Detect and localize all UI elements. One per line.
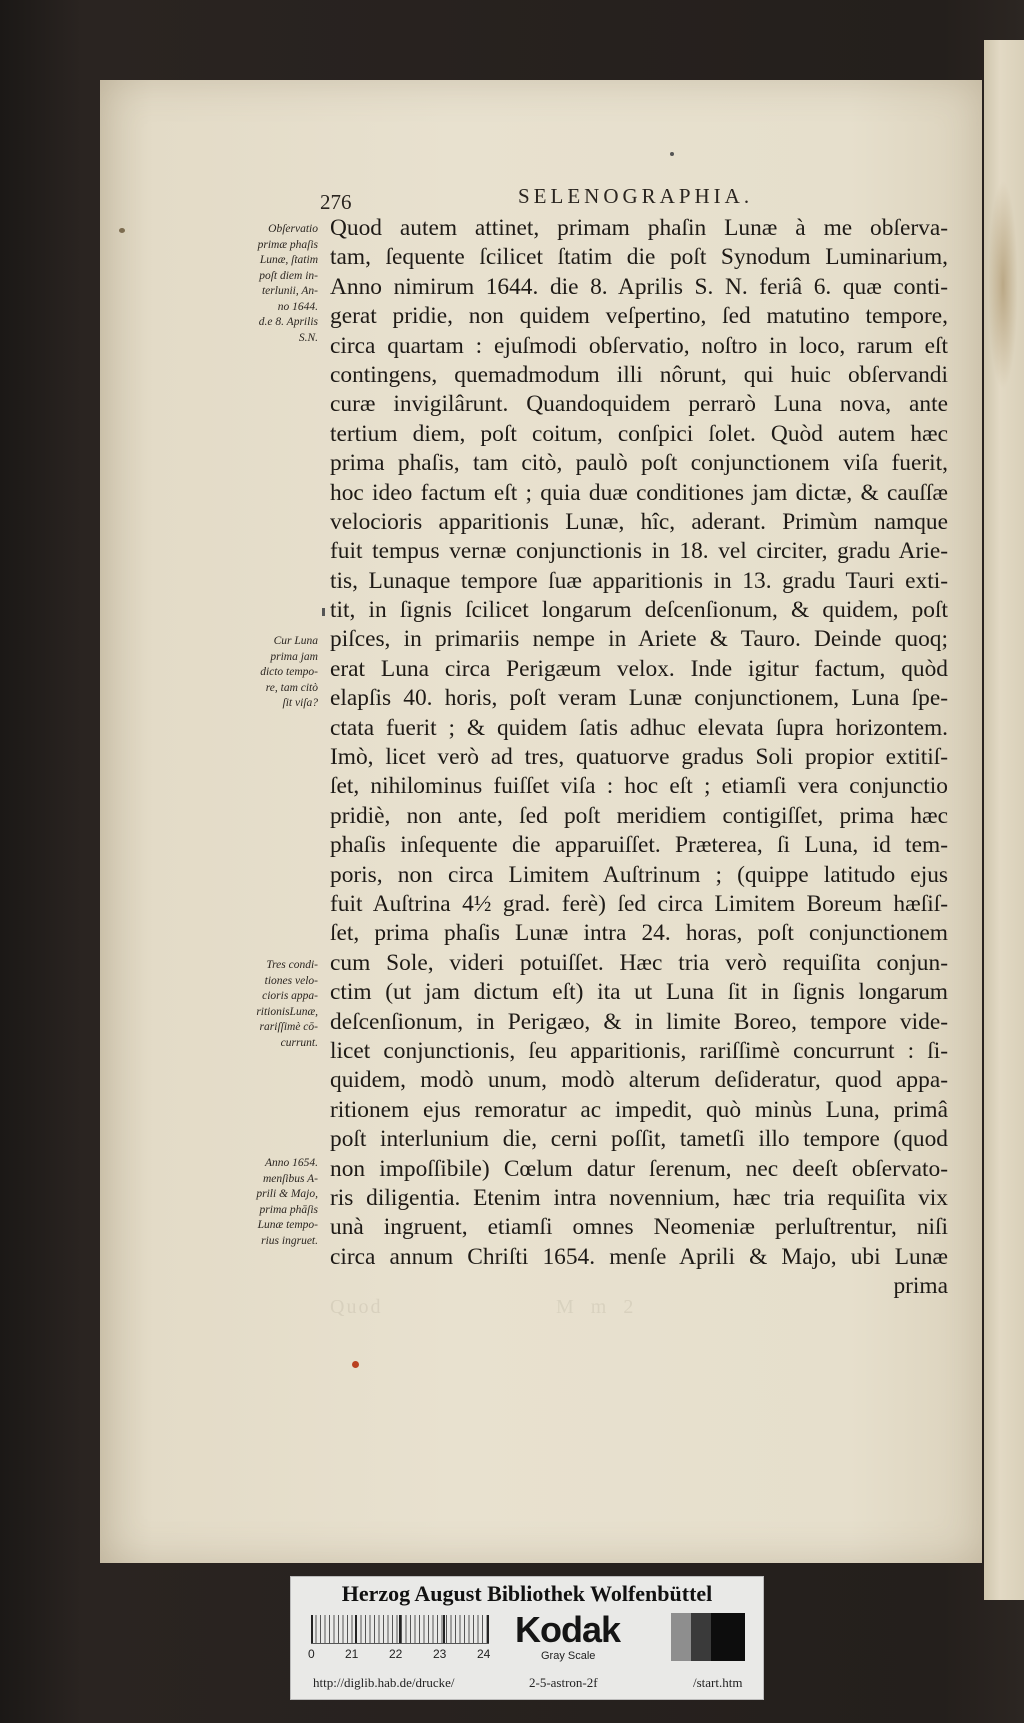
margin-note <box>222 222 318 346</box>
library-name: Herzog August Bibliothek Wolfenbüttel <box>341 1581 713 1606</box>
text-line: ris diligentia. Etenim intra novennium, hæc tria requiſita vix <box>330 1184 948 1211</box>
text-line: velocioris apparitionis Lunæ, hîc, aderant. Primùm namque <box>330 508 948 535</box>
kodak-logo: Kodak <box>515 1609 621 1650</box>
text-line: unà ingruent, etiamſi omnes Neomeniæ perluſtrentur, niſi <box>330 1214 948 1241</box>
text-line: tis, Lunaque tempore ſuæ apparitionis in 13. gradu Tauri exti- <box>330 567 948 594</box>
shelfmark: 2-5-astron-2f <box>529 1675 598 1690</box>
text-line: elapſis 40. horis, poſt veram Lunæ conjunctionem, Luna ſpe- <box>330 685 948 712</box>
margin-note-line: poſt diem in- <box>259 269 318 282</box>
text-line: curæ invigilârunt. Quandoquidem perrarò Luna nova, ante <box>330 391 948 418</box>
text-line: poſt interlunium die, cerni poſſit, tametſi illo tempore (quod <box>330 1126 948 1153</box>
text-line: hoc ideo factum eſt ; quia duæ conditiones jam dictæ, & cauſſæ <box>330 479 948 506</box>
page-stain <box>988 180 1018 390</box>
ink-speck <box>670 152 674 156</box>
show-through-text: Quod <box>330 1296 383 1318</box>
margin-note-line: rariſſimè cō- <box>259 1021 318 1033</box>
margin-note-line: prima phāſis <box>259 1203 318 1216</box>
text-line: phaſis inſequente die apparuiſſet. Præterea, ſi Luna, id tem- <box>330 832 948 859</box>
text-line: Quod autem attinet, primam phaſin Lunæ à me obſerva- <box>330 215 948 241</box>
text-line: cum Sole, videri potuiſſet. Hæc tria verò requiſita conjun- <box>330 949 948 976</box>
text-line: ctim (ut jam dictum eſt) ita ut Luna ſit in ſignis longarum <box>330 979 948 1006</box>
text-line: circa annum Chriſti 1654. menſe Aprili & Majo, ubi Lunæ <box>330 1243 948 1270</box>
margin-note-line: primæ phaſis <box>257 238 318 251</box>
ruler-number: 22 <box>389 1647 403 1661</box>
margin-note-line: currunt. <box>280 1036 318 1049</box>
margin-note <box>222 958 318 1051</box>
ink-speck <box>322 608 325 616</box>
show-through-signature: M m 2 <box>556 1296 640 1318</box>
catchword: prima <box>893 1273 948 1300</box>
gray-swatch <box>671 1613 691 1661</box>
text-line: erat Luna circa Perigæum velox. Inde igitur factum, quòd <box>330 655 948 682</box>
text-line: prima phaſis, tam citò, paulò poſt conjunctionem viſa fuerit, <box>330 450 948 477</box>
page-number: 276 <box>320 190 352 214</box>
text-line: tit, in ſignis ſcilicet longarum deſcenſionum, & quidem, poſt <box>330 597 948 624</box>
running-title: SELENOGRAPHIA. <box>518 184 754 208</box>
margin-note-line: Cur Luna <box>273 635 318 647</box>
ink-speck <box>119 228 125 233</box>
ruler-tick <box>311 1615 313 1643</box>
archive-color-strip <box>290 1576 764 1700</box>
text-line: ſet, prima phaſis Lunæ intra 24. horas, poſt conjunctionem <box>330 920 948 947</box>
gray-swatch <box>711 1613 745 1661</box>
margin-note-line: Obſervatio <box>268 223 318 235</box>
text-line: Imò, licet verò ad tres, quatuorve gradus Soli propior extitiſ- <box>330 744 948 771</box>
archive-url[interactable]: http://diglib.hab.de/drucke/ <box>313 1675 455 1690</box>
margin-note-line: tiones velo- <box>264 974 318 987</box>
text-line: contingens, quemadmodum illi nôrunt, qui huic obſervandi <box>330 361 948 388</box>
text-line: ſet, nihilominus fuiſſet viſa : hoc eſt ; etiamſi vera conjunctio <box>330 773 948 800</box>
ruler-tick <box>355 1615 357 1643</box>
ruler-number: 0 <box>308 1647 315 1661</box>
main-text <box>330 214 948 1301</box>
text-line: ctata fuerit ; & quidem ſatis adhuc elevata ſupra horizontem. <box>330 714 948 741</box>
margin-note-line: ritionisLunæ, <box>256 1005 318 1018</box>
margin-note <box>222 1156 318 1249</box>
margin-note-line: prili & Majo, <box>256 1188 318 1200</box>
margin-note-line: re, tam citò <box>265 681 318 694</box>
text-line: fuit tempus vernæ conjunctionis in 18. vel circiter, gradu Arie- <box>330 538 948 565</box>
margin-note-line: Anno 1654. <box>264 1157 318 1169</box>
text-line: Anno nimirum 1644. die 8. Aprilis S. N. feriâ 6. quæ conti- <box>330 273 948 300</box>
gray-swatch <box>691 1613 711 1661</box>
text-line: circa quartam : ejuſmodi obſervatio, noſtro in loco, rarum eſt <box>330 332 948 359</box>
margin-note-line: no 1644. <box>277 300 318 313</box>
text-line: quidem, modò unum, modò alterum deſideratur, quod appa- <box>330 1067 948 1094</box>
red-ink-dot <box>352 1361 359 1368</box>
text-line: piſces, in primariis nempe in Ariete & Tauro. Deinde quoq; <box>330 626 948 653</box>
text-line: ritionem ejus remoratur ac impedit, quò minùs Luna, primâ <box>330 1096 948 1123</box>
text-line: tertium diem, poſt coitum, conſpici ſolet. Quòd autem hæc <box>330 420 948 447</box>
gray-scale-label: Gray Scale <box>541 1650 596 1662</box>
start-link[interactable]: /start.htm <box>693 1675 743 1690</box>
text-line: poris, non circa Limitem Auſtrinum ; (quippe latitudo ejus <box>330 861 948 888</box>
margin-note-line: dicto tempo- <box>260 666 318 678</box>
margin-note-line: menſibus A- <box>262 1172 318 1185</box>
ruler-number: 21 <box>345 1647 359 1661</box>
text-line: non impoſſibile) Cœlum datur ſerenum, nec deeſt obſervato- <box>330 1155 948 1182</box>
margin-note-line: Tres condi- <box>266 959 318 971</box>
margin-note-line: terlunii, An- <box>261 285 318 297</box>
margin-note <box>222 634 318 712</box>
text-line: tam, ſequente ſcilicet ſtatim die poſt Synodum Luminarium, <box>330 244 948 271</box>
margin-note-line: cioris appa- <box>262 990 318 1002</box>
ruler-number: 24 <box>477 1647 491 1661</box>
text-line: licet conjunctionis, ſeu apparitionis, rariſſimè concurrunt : ſi- <box>330 1037 948 1064</box>
margin-note-line: d.e 8. Aprilis <box>258 316 318 328</box>
text-line: fuit Auſtrina 4½ grad. ferè) ſed circa Limitem Boreum hæſiſ- <box>330 890 948 917</box>
margin-note-line: S.N. <box>298 331 318 344</box>
text-line: gerat pridie, non quidem veſpertino, ſed matutino tempore, <box>330 303 948 330</box>
ruler-number: 23 <box>433 1647 447 1661</box>
ruler-tick <box>443 1615 445 1643</box>
text-line: deſcenſionum, in Perigæo, & in limite Boreo, tempore vide- <box>330 1008 948 1035</box>
margin-note-line: Lunæ tempo- <box>257 1219 318 1231</box>
margin-note-line: Lunæ, ſtatim <box>259 254 318 266</box>
margin-note-line: prima jam <box>270 650 318 663</box>
text-line: pridiè, non ante, ſed poſt meridiem contigiſſet, prima hæc <box>330 802 948 829</box>
margin-note-line: ſit viſa? <box>282 697 318 709</box>
margin-note-line: rius ingruet. <box>261 1234 318 1247</box>
ruler-tick <box>487 1615 489 1643</box>
ruler-tick <box>399 1615 401 1643</box>
